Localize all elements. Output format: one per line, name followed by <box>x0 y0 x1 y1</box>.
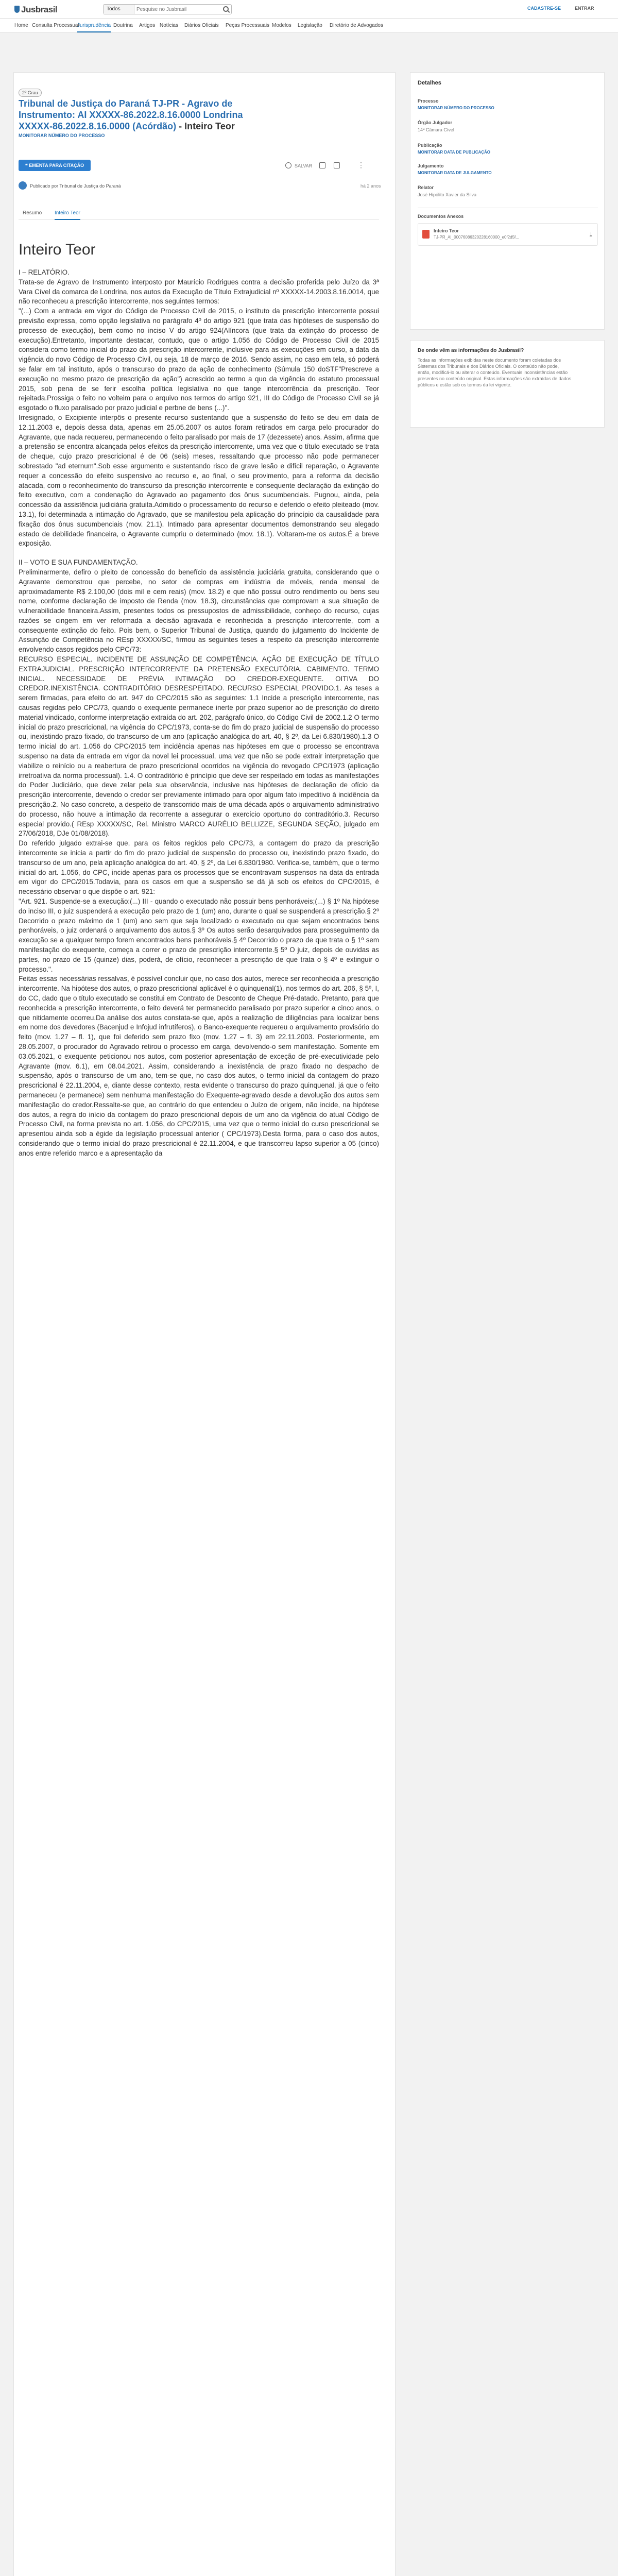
publication-label: Publicação <box>418 143 442 148</box>
more-options-icon[interactable]: ⋮ <box>357 161 365 169</box>
monitor-process-link[interactable]: MONITORAR NÚMERO DO PROCESSO <box>19 133 105 138</box>
publisher-logo <box>19 181 27 190</box>
document-tabs <box>19 206 379 219</box>
rapporteur-value: José Hipólito Xavier da Silva <box>418 192 477 197</box>
document-title <box>19 98 276 132</box>
monitor-judgment-date-link[interactable]: MONITORAR DATA DE JULGAMENTO <box>418 171 492 175</box>
tab-resumo[interactable]: Resumo <box>23 210 42 216</box>
nav-noticias[interactable]: Notícias <box>160 23 179 28</box>
attachment-file: TJ-PR_AI_00076086320228160000_e0f2d5f... <box>434 235 519 240</box>
info-box <box>410 340 605 428</box>
details-title: Detalhes <box>418 80 441 86</box>
save-button[interactable]: SALVAR <box>295 163 313 168</box>
top-bar <box>0 0 618 19</box>
download-icon[interactable]: ⤓ <box>589 231 592 238</box>
print-icon[interactable] <box>319 162 325 168</box>
publisher-text: Publicado por Tribunal de Justiça do Paraná <box>30 183 121 189</box>
pdf-icon <box>422 230 430 239</box>
search-icon[interactable] <box>223 6 229 12</box>
process-label: Processo <box>418 98 439 104</box>
judging-body-label: Órgão Julgador <box>418 120 453 125</box>
paragraph: Preliminarmente, defiro o pleito de concessão do benefício da assistência judiciária gratuita, considerando que o Agravante demonstrou que percebe, no setor de compras em indústria de móveis, renda mensal de aproximadamente R$ 2.100,00 (dois mil e cem reais) (mov. 18.2) e que não possui outro rendimento ou bens seu nome, conforme declaração de imposto de Renda (mov. 18.3), circunstâncias que comprovam a sua situação de vulnerabilidade financeira.Assim, presentes todos os pressupostos de admissibilidade, conheço do recurso, cujas razões se cingem em ver reformada a decisão agravada e reconhecida a prescrição intercorrente, com a consequente extinção do feito. Pois bem, o Superior Tribunal de Justiça, quando do julgamento do Incidente de Assunção de Competência no REsp XXXXX/SC, firmou as seguintes teses a respeito da prescrição intercorrente envolvendo casos regidos pelo CPC/73: <box>19 568 379 654</box>
nav-jurisprudencia[interactable]: Jurisprudência <box>77 23 111 32</box>
site-logo[interactable] <box>14 5 57 15</box>
citation-button[interactable] <box>19 160 91 171</box>
quote-icon: ❝ <box>25 163 29 168</box>
paragraph: "Art. 921. Suspende-se a execução:(...) III - quando o executado não possuir bens penhoráveis;(...) § 1º Na hipótese do inciso III, o juiz suspenderá a execução pelo prazo de 1 (um) ano, durante o qual se suspenderá a prescrição.§ 2º Decorrido o prazo máximo de 1 (um) ano sem que seja localizado o executado ou que sejam encontrados bens penhoráveis, o juiz ordenará o arquivamento dos autos.§ 3º Os autos serão desarquivados para prosseguimento da execução se a qualquer tempo forem encontrados bens penhoráveis.§ 4º Decorrido o prazo de que trata o § 1º sem manifestação do exequente, começa a correr o prazo de prescrição intercorrente.§ 5º O juiz, depois de ouvidas as partes, no prazo de 15 (quinze) dias, poderá, de ofício, reconhecer a prescrição de que trata o § 4º e extinguir o processo.". <box>19 897 379 973</box>
logo-mark-icon <box>14 6 20 13</box>
monitor-process-number-link[interactable]: MONITORAR NÚMERO DO PROCESSO <box>418 106 494 110</box>
attachment-name: Inteiro Teor <box>434 228 459 233</box>
attachments-label: Documentos Anexos <box>418 214 464 219</box>
paragraph: Feitas essas necessárias ressalvas, é possível concluir que, no caso dos autos, merece ser reconhecida a prescrição intercorrente. Na hipótese dos autos, o prazo prescricional aplicável é o quinquenal(1), nos termos do art. 206, § 5º, I, do CC, dado que o título executado se constitui em Contrato de Desconto de Cheque Pré-datado. Pretanto, para que reconhecida a prescrição intercorrente, o feito deverá ter permanecido paralisado por prazo superior a cinco anos, o que nitidamente ocorreu.Da análise dos autos constata-se que, após a realização de diligências para localizar bens em nome dos devedores (Bacenjud e Infojud infrutíferos), o Banco-exequente requereu o arquivamento provisório do feito (mov. 1.27 – fl. 1), que foi deferido sem prazo fixo (mov. 1.27 – fl. 3) em 22.11.2003. Posteriormente, em 28.05.2007, o procurador do Agravado retirou o processo em carga, devolvendo-o sem manifestação. Somente em 03.05.2021, o exequente peticionou nos autos, com posterior apresentação de exceção de pré-executividade pelo Agravante (mov. 6.1), em 08.04.2021. Assim, considerando a inexistência de prazo fixado no despacho de suspensão, após o transcurso de um ano, tem-se que, no caso dos autos, o termo inicial da contagem do prazo prescricional é 22.11.2004, e, diante desse contexto, resta evidente o transcurso do prazo quinquenal, já que o feito permaneceu (e permanece) sem nenhuma manifestação do Exequente-agravado desde a devolução dos autos sem manifestação do credor.Ressalte-se que, ao contrário do que entendeu o Juízo de origem, não incide, na hipótese dos autos, a regra do início da contagem do prazo prescricional depois de um ano da vigência do atual Código de Processo Civil, na forma prevista no art. 1.056, do CPC/2015, uma vez que o termo inicial do curso prescricional se apresentou ainda sob a égide da legislação processual anterior ( CPC/1973).Desta forma, para o caso dos autos, considerando que o termo inicial do prazo prescricional é 22.11.2004, e que transcorreu lapso superior a 05 (cinco) anos entre referido marco e a apresentação da <box>19 975 379 1157</box>
paragraph: Trata-se de Agravo de Instrumento interposto por Maurício Rodrigues contra a decisão proferida pelo Juízo da 3ª Vara Cível da comarca de Londrina, nos autos da Execução de Título Extrajudicial nº XXXXX-14.2003.8.16.0014, que não reconheceu a prescrição intercorrente, nos seguintes termos: <box>19 278 379 306</box>
nav-modelos[interactable]: Modelos <box>272 23 291 28</box>
paragraph: RECURSO ESPECIAL. INCIDENTE DE ASSUNÇÃO DE COMPETÊNCIA. AÇÃO DE EXECUÇÃO DE TÍTULO EXTRAJUDICIAL. PRESCRIÇÃO INTERCORRENTE DA PRETENSÃO EXECUTÓRIA. CABIMENTO. TERMO INICIAL. NECESSIDADE DE PRÉVIA INTIMAÇÃO DO CREDOR-EXEQUENTE. OITIVA DO CREDOR.INEXISTÊNCIA. CONTRADITÓRIO DESRESPEITADO. RECURSO ESPECIAL PROVIDO.1. As teses a serem firmadas, para efeito do art. 947 do CPC/2015 são as seguintes: 1.1 Incide a prescrição intercorrente, nas causas regidas pelo CPC/73, quando o exequente permanece inerte por prazo superior ao de prescrição do direito material vindicado, conforme interpretação extraída do art. 202, parágrafo único, do Código Civil de 2002.1.2 O termo inicial do prazo prescricional, na vigência do CPC/1973, conta-se do fim do prazo judicial de suspensão do processo ou, inexistindo prazo fixado, do transcurso de um ano (aplicação analógica do art. 40, § 2º, da Lei 6.830/1980).1.3 O termo inicial do art. 1.056 do CPC/2015 tem incidência apenas nas hipóteses em que o processo se encontrava suspenso na data da entrada em vigor da novel lei processual, uma vez que não se pode extrair interpretação que viabilize o reinício ou a reabertura de prazo prescricional ocorridos na vigência do revogado CPC/1973 (aplicação irretroativa da norma processual). 1.4. O contraditório é princípio que deve ser respeitado em todas as manifestações do Poder Judiciário, que deve zelar pela sua observância, inclusive nas hipóteses de declaração de ofício da prescrição intercorrente, devendo o credor ser previamente intimado para opor algum fato impeditivo à incidência da prescrição.2. No caso concreto, a despeito de transcorrido mais de uma década após o arquivamento administrativo do processo, não houve a intimação da recorrente a assegurar o exercício oportuno do contraditório.3. Recurso especial provido.( REsp XXXXX/SC, Rel. Ministro MARCO AURÉLIO BELLIZZE, SEGUNDA SEÇÃO, julgado em 27/06/2018, DJe 01/08/2018). <box>19 655 379 838</box>
search-scope-select[interactable]: Todos <box>104 5 134 14</box>
court-level-badge: 2º Grau <box>19 89 42 97</box>
paragraph: "(...) Com a entrada em vigor do Código de Processo Civil de 2015, o instituto da prescrição intercorrente possui previsão expressa, como opção legislativa no parágrafo 4º do artigo 921 (que trata das hipóteses de suspensão do processo de execução), bem como no inciso V do artigo 924(Alíncora (que trata da extinção do processo de execução).Entretanto, importante destacar, contudo, que o artigo 1.056 do Código de Processo Civil de 2015 considera como termo inicial do prazo da prescrição intercorrente, inclusive para as execuções em curso, a data da vigência do novo Código de Processo Civil, ou seja, 18 de março de 2016. Sendo assim, no caso em tela, só poderá se falar em tal instituto, após o transcurso do prazo da ação de conhecimento (Súmula 150 doSTF"Prescreve a execução no mesmo prazo de prescrição da ação") acrescido ao termo a quo da vigência do estatuto processual 2015, sob pena de se ferir escolha política legislativa no que tange intercorrência da prescrição. Teor rejeitada.Prossiga o feito no volteim para o arquivo nos termos do artigo 921, III do Código de Processo Civil se já esgotado o fluxo paralisado por prazo judicial e perbne de bens (...)". <box>19 307 379 412</box>
attachment-card[interactable] <box>418 223 598 246</box>
judging-body-value: 14ª Câmara Cível <box>418 127 454 132</box>
document-title-suffix: - Inteiro Teor <box>176 121 235 131</box>
details-sidebar <box>410 72 605 330</box>
nav-doutrina[interactable]: Doutrina <box>113 23 133 28</box>
monitor-publication-date-link[interactable]: MONITORAR DATA DE PUBLICAÇÃO <box>418 150 491 155</box>
paragraph: Do referido julgado extrai-se que, para os feitos regidos pelo CPC/73, a contagem do prazo da prescrição intercorrente se inicia a partir do fim do prazo judicial de suspensão do processo ou, inexistindo prazo fixado, do transcurso de um ano, pela aplicação analógica do art. 40, § 2º, da Lei 6.830/1980. Verifica-se, também, que o termo inicial do art. 1.056, do CPC, incide apenas para os processos que se encontravam suspensos na data da entrada em vigor do CPC/2015.Todavia, para os casos em que a suspensão se dá já sob os efeitos do CPC/2015, é necessário observar o que dispõe o art. 921: <box>19 839 379 896</box>
nav-consulta[interactable]: Consulta Processual <box>32 23 79 28</box>
nav-artigos[interactable]: Artigos <box>139 23 156 28</box>
section-heading: Inteiro Teor <box>19 241 96 258</box>
main-nav <box>0 19 618 33</box>
logo-text: Jusbrasil <box>21 5 58 14</box>
section-relatorio-heading: I – RELATÓRIO. <box>19 268 70 276</box>
info-text: Todas as informações exibidas neste documento foram coletadas dos Sistemas dos Tribunais e dos Diários Oficiais. O conteúdo não pode, então, modificá-lo ou alterar o conteúdo. Eventuais inconsistências estão presentes no conteúdo original. Estas informações são extraídas de dados públicos e estão sob os termos da lei vigente. <box>418 358 572 387</box>
section-voto-heading: II – VOTO E SUA FUNDAMENTAÇÃO. <box>19 558 138 567</box>
paragraph: Irresignado, o Excipiente interpôs o presente recurso sustentando que a suspensão do feito se deu em data de 12.11.2003 e, depois dessa data, apenas em 25.05.2007 os autos foram retirados em carga pelo procurador do Agravante, que nada requereu, permanecendo o feito paralisado por mais de 17 (dezessete) anos. Assim, afirma que a pretensão se encontra alcançada pelos efeitos da prescrição intercorrente, uma vez que o título executado se trata de cheque, cujo prazo prescricional é de 06 (seis) meses, ressaltando que processo não pode permanecer sobrestado "ad eternum".Sob esse argumento e sustentando risco de grave lesão e difícil reparação, o Agravante requer a concessão do efeito suspensivo ao recurso e, ao final, o seu provimento, para a reforma da decisão atacada, com o reconhecimento do transcurso da prescrição intercorrente e consequente declaração da extinção do feito executivo, com a condenação do Agravado ao pagamento dos ônus sucumbenciais. Pugnou, ainda, pela concessão da assistência judiciária gratuita.Admitido o processamento do recurso e deferido o efeito pleiteado (mov. 13.1), foi determinada a intimação do Agravado, que se manifestou pela aplicação do princípio da causalidade para fixação dos ônus sucumbenciais (mov. 21.1). Intimado para apresentar documentos demonstrando seu alegado estado de debilidade financeira, o Agravante cumpriu o determinado (mov. 18.1). Voltaram-me os autos.É a breve exposição. <box>19 413 379 548</box>
citation-button-label: EMENTA PARA CITAÇÃO <box>29 163 84 168</box>
nav-pecas[interactable]: Peças Processuais <box>226 23 270 28</box>
search-input[interactable] <box>136 5 219 13</box>
document-title-main: Tribunal de Justiça do Paraná TJ-PR - Agravo de Instrumento: AI XXXXX-86.2022.8.16.0000 Londrina XXXXX-86.2022.8.16.0000 (Acórdão) <box>19 98 243 131</box>
login-button[interactable]: ENTRAR <box>575 6 594 11</box>
nav-home[interactable]: Home <box>14 23 28 28</box>
info-title: De onde vêm as informações do Jusbrasil? <box>418 348 524 353</box>
document-body <box>19 268 379 1159</box>
judgment-label: Julgamento <box>418 163 444 168</box>
share-icon[interactable] <box>334 162 340 168</box>
rapporteur-label: Relator <box>418 185 434 190</box>
nav-diretorio[interactable]: Diretório de Advogados <box>330 23 383 28</box>
nav-legislacao[interactable]: Legislação <box>298 23 322 28</box>
search-box <box>103 4 232 14</box>
nav-diarios[interactable]: Diários Oficiais <box>184 23 219 28</box>
tab-inteiro-teor[interactable]: Inteiro Teor <box>55 210 80 220</box>
bookmark-icon[interactable] <box>285 162 291 168</box>
publication-date: há 2 anos <box>360 183 381 189</box>
register-button[interactable]: CADASTRE-SE <box>527 6 561 11</box>
